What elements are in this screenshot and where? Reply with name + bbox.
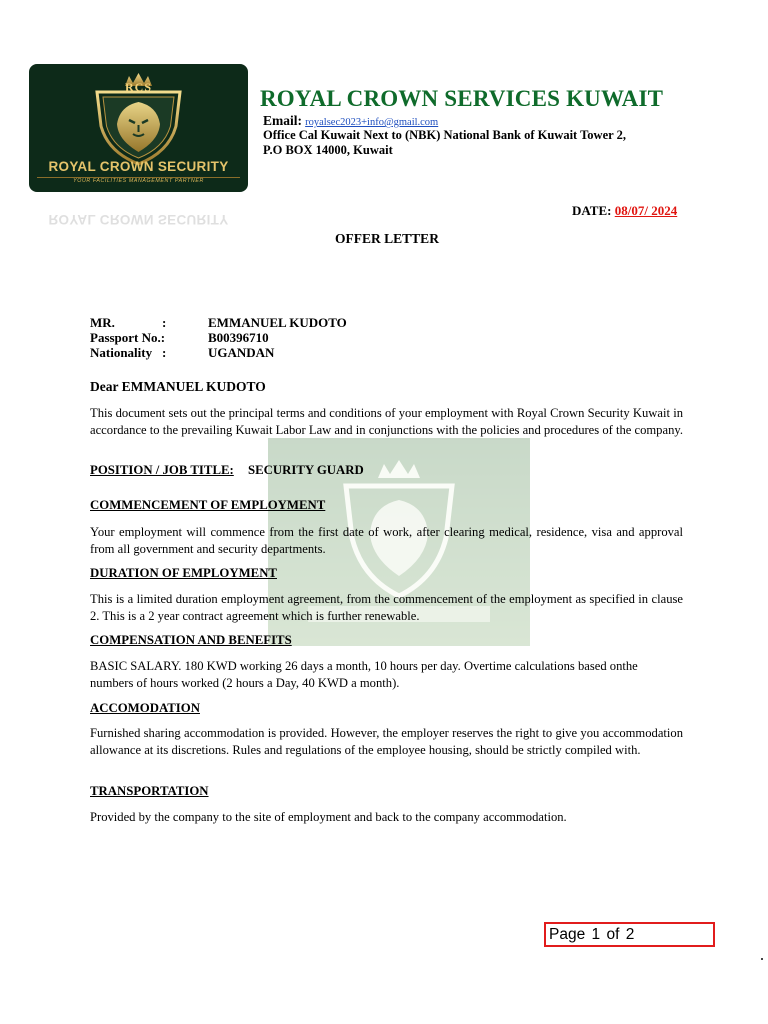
passport-label: Passport No.: [90, 330, 166, 345]
commencement-heading: COMMENCEMENT OF EMPLOYMENT [90, 498, 326, 512]
email-link[interactable]: royalsec2023+info@gmail.com [305, 117, 439, 128]
position-label: POSITION / JOB TITLE: [90, 463, 234, 477]
salutation: Dear EMMANUEL KUDOTO [90, 379, 266, 394]
candidate-name: EMMANUEL KUDOTO [208, 315, 347, 330]
company-logo [29, 64, 248, 192]
nationality-colon: : [162, 345, 167, 360]
name-label [90, 315, 115, 331]
page-word: Page [549, 926, 586, 943]
date-label: DATE: [572, 203, 612, 218]
duration-body: This is a limited duration employment agreement, from the commencement of the employment as specified in clause 2. This is a 2 year contract agreement which is further renewable. [90, 592, 683, 623]
company-name: ROYAL CROWN SERVICES KUWAIT [260, 86, 664, 111]
commencement-body: Your employment will commence from the first date of work, after clearing medical, residence, visa and approval from all government and security departments. [90, 525, 683, 556]
intro-paragraph: This document sets out the principal terms and conditions of your employment with Royal Crown Security Kuwait in accordance to the prevailing Kuwait Labor Law and in conjunctions with the policies and procedures of the company. [90, 406, 683, 437]
transportation-heading: TRANSPORTATION [90, 784, 209, 798]
page-total: 2 [625, 926, 635, 943]
logo-tagline: YOUR FACILITIES MANAGEMENT PARTNER [37, 177, 240, 184]
office-address-line-2: P.O BOX 14000, Kuwait [263, 143, 393, 157]
duration-heading: DURATION OF EMPLOYMENT [90, 566, 277, 580]
transportation-body: Provided by the company to the site of employment and back to the company accommodation. [90, 810, 567, 824]
logo-monogram: RCS [124, 80, 152, 94]
corner-mark [761, 958, 763, 960]
nationality-value: UGANDAN [208, 345, 275, 360]
page-number-box [544, 922, 715, 947]
office-address-line-1: Office Cal Kuwait Next to (NBK) National Bank of Kuwait Tower 2, [263, 128, 626, 142]
page-current: 1 [591, 926, 601, 943]
passport-number: B00396710 [208, 330, 269, 345]
accommodation-heading: ACCOMODATION [90, 701, 200, 715]
name-colon: : [162, 315, 167, 330]
position-value: SECURITY GUARD [248, 463, 364, 477]
name-label-text: MR. [90, 315, 115, 330]
accommodation-body: Furnished sharing accommodation is provided. However, the employer reserves the right to give you accommodation allowance at its discretions. Rules and regulations of the employee housing, should be strictly compiled with. [90, 726, 683, 757]
email-label: Email: [263, 113, 302, 128]
email-row [263, 113, 438, 129]
date-row [572, 203, 677, 219]
logo-reflection [29, 194, 248, 230]
page-of: of [606, 926, 620, 943]
logo-reflection-text: ROYAL CROWN SECURITY [48, 212, 229, 227]
nationality-label: Nationality [90, 345, 153, 360]
compensation-heading: COMPENSATION AND BENEFITS [90, 633, 292, 647]
logo-brand-name: ROYAL CROWN SECURITY [48, 159, 229, 174]
compensation-body: BASIC SALARY. 180 KWD working 26 days a month, 10 hours per day. Overtime calculations based onthe numbers of hours worked (2 hours a Day, 40 KWD a month). [90, 659, 638, 690]
date-value: 08/07/ 2024 [614, 203, 678, 218]
document-title: OFFER LETTER [335, 231, 439, 246]
